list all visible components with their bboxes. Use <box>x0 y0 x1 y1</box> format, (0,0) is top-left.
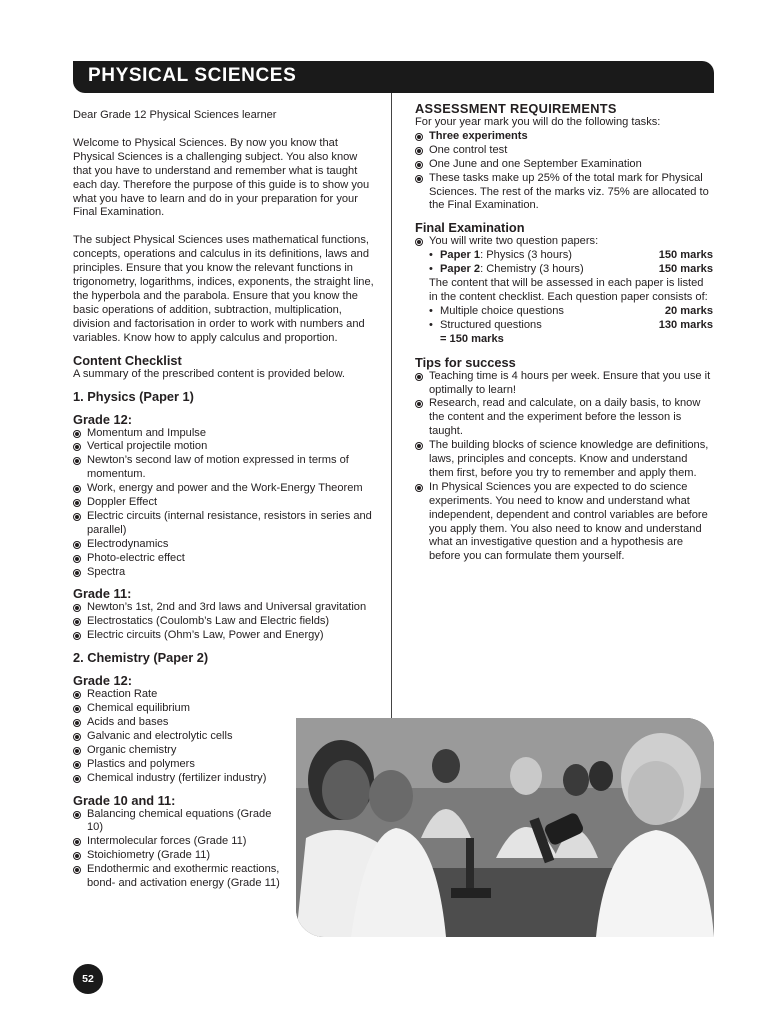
bullet-icon <box>73 733 81 741</box>
bullet-icon <box>415 238 423 246</box>
list-item: Spectra <box>73 566 377 580</box>
bullet-icon <box>73 604 81 612</box>
list-item: Research, read and calculate, on a daily basis, to know the content and the experiment before the lesson is taught. <box>415 397 715 439</box>
paper-2-item: • Paper 2: Chemistry (3 hours) 150 marks <box>415 263 715 277</box>
assessment-list <box>415 130 715 213</box>
physics-grade11-heading: Grade 11: <box>73 586 132 602</box>
chemistry-grade1011-heading: Grade 10 and 11: <box>73 792 176 808</box>
bullet-icon <box>73 632 81 640</box>
physics-grade11-list <box>73 601 377 643</box>
chemistry-grade1011-list <box>73 808 288 891</box>
list-item: You will write two question papers: <box>415 235 715 249</box>
list-item: Balancing chemical equations (Grade 10) <box>73 808 288 836</box>
bullet-icon <box>73 852 81 860</box>
list-item: Endothermic and exothermic reactions, bond- and activation energy (Grade 11) <box>73 863 288 891</box>
tips-list <box>415 370 715 565</box>
list-item: Three experiments <box>415 130 715 144</box>
list-item: Newton’s second law of motion expressed in terms of momentum. <box>73 454 377 482</box>
bullet-icon <box>73 761 81 769</box>
list-item: Electrostatics (Coulomb’s Law and Electric fields) <box>73 615 377 629</box>
page-title: PHYSICAL SCIENCES <box>88 65 297 86</box>
chemistry-grade12-heading: Grade 12: <box>73 673 133 689</box>
list-item: Photo-electric effect <box>73 552 377 566</box>
bullet-icon <box>73 513 81 521</box>
list-item: Teaching time is 4 hours per week. Ensure that you use it optimally to learn! <box>415 370 715 398</box>
list-item: Reaction Rate <box>73 688 377 702</box>
paper-list <box>415 249 715 277</box>
content-checklist-subtitle: A summary of the prescribed content is provided below. <box>73 367 345 380</box>
right-column <box>415 101 715 564</box>
list-item: Electrodynamics <box>73 538 377 552</box>
bullet-icon <box>73 618 81 626</box>
list-item: Electric circuits (internal resistance, resistors in series and parallel) <box>73 510 377 538</box>
bullet-icon <box>73 485 81 493</box>
intro-paragraph-1: Welcome to Physical Sciences. By now you know that Physical Sciences is a challenging subject. You also know that you have to understand and remember what is taught each day. Therefore the purpose of this guide is to show you what you have to learn and do in your preparation for your Final Examination. <box>73 136 370 219</box>
physics-grade12-list <box>73 427 377 580</box>
list-item: Acids and bases <box>73 716 377 730</box>
bullet-icon <box>73 499 81 507</box>
bullet-icon <box>73 541 81 549</box>
list-item: Vertical projectile motion <box>73 440 377 454</box>
list-item: Intermolecular forces (Grade 11) <box>73 835 288 849</box>
list-item: These tasks make up 25% of the total mark for Physical Sciences. The rest of the marks viz. 75% are allocated to the Final Examination. <box>415 172 715 214</box>
bullet-icon <box>73 555 81 563</box>
bullet-icon <box>73 705 81 713</box>
bullet-icon <box>415 400 423 408</box>
list-item: In Physical Sciences you are expected to do science experiments. You need to know and understand what independent, dependent and control variables are before you apply them. You also need to know and understand what an investigative question and a hypothesis are before you can formulate them yourself. <box>415 481 715 564</box>
list-item: The building blocks of science knowledge are definitions, laws, principles and concepts. Know and understand them first, before you try to remember and apply them. <box>415 439 715 481</box>
bullet-icon <box>415 175 423 183</box>
greeting: Dear Grade 12 Physical Sciences learner <box>73 109 277 121</box>
bullet-icon <box>73 747 81 755</box>
list-item: Stoichiometry (Grade 11) <box>73 849 288 863</box>
list-item: Newton’s 1st, 2nd and 3rd laws and Universal gravitation <box>73 601 377 615</box>
bullet-icon <box>73 811 81 819</box>
mcq-item: • Multiple choice questions 20 marks <box>415 305 715 319</box>
list-item: Plastics and polymers <box>73 758 377 772</box>
page-number: 52 <box>73 964 103 994</box>
assessment-intro: For your year mark you will do the following tasks: <box>415 116 661 128</box>
bullet-icon <box>415 442 423 450</box>
bullet-icon <box>73 838 81 846</box>
chemistry-heading: 2. Chemistry (Paper 2) <box>73 650 209 666</box>
list-item: One control test <box>415 144 715 158</box>
intro-paragraph-2: The subject Physical Sciences uses mathematical functions, concepts, operations and calculus in its definitions, laws and principles. Ensure that you know the relevant functions in trigonometry, logarithms, indices, exponents, the straight line, the hyperbola and the parabola. Ensure that you know the basic operations of addition, subtraction, multiplication, division and factorisation in order to work with numbers and variables. Know how to apply calculus and proportion. <box>73 234 374 344</box>
lab-scene-illustration <box>296 718 714 937</box>
bullet-icon <box>415 147 423 155</box>
column-divider <box>391 93 392 718</box>
list-item: Galvanic and electrolytic cells <box>73 730 377 744</box>
content-note: The content that will be assessed in each paper is listed in the content checklist. Each question paper consists of: <box>429 277 708 303</box>
tips-heading: Tips for success <box>415 354 516 370</box>
bullet-icon <box>415 161 423 169</box>
paper-1-item: • Paper 1: Physics (3 hours) 150 marks <box>415 249 715 263</box>
bullet-icon <box>73 443 81 451</box>
final-exam-list <box>415 235 715 249</box>
bullet-icon <box>415 484 423 492</box>
list-item: One June and one September Examination <box>415 158 715 172</box>
list-item: Doppler Effect <box>73 496 377 510</box>
assessment-heading: ASSESSMENT REQUIREMENTS <box>415 101 617 116</box>
students-lab-photo <box>296 718 714 937</box>
title-banner <box>73 61 714 93</box>
question-type-list <box>415 305 715 333</box>
list-item: Organic chemistry <box>73 744 377 758</box>
bullet-icon <box>73 866 81 874</box>
final-exam-heading: Final Examination <box>415 220 525 236</box>
physics-grade12-heading: Grade 12: <box>73 411 133 427</box>
list-item: Chemical industry (fertilizer industry) <box>73 772 377 786</box>
bullet-icon <box>73 430 81 438</box>
list-item: Chemical equilibrium <box>73 702 377 716</box>
list-item: Electric circuits (Ohm’s Law, Power and Energy) <box>73 629 377 643</box>
content-checklist-heading: Content Checklist <box>73 352 182 368</box>
list-item: Work, energy and power and the Work-Energy Theorem <box>73 482 377 496</box>
physics-heading: 1. Physics (Paper 1) <box>73 388 194 404</box>
list-item: Momentum and Impulse <box>73 427 377 441</box>
bullet-icon <box>73 457 81 465</box>
bullet-icon <box>73 569 81 577</box>
bullet-icon <box>73 775 81 783</box>
bullet-icon <box>415 133 423 141</box>
bullet-icon <box>73 691 81 699</box>
structured-item: • Structured questions 130 marks <box>415 319 715 333</box>
bullet-icon <box>415 373 423 381</box>
bullet-icon <box>73 719 81 727</box>
total-marks: = 150 marks <box>440 332 504 345</box>
